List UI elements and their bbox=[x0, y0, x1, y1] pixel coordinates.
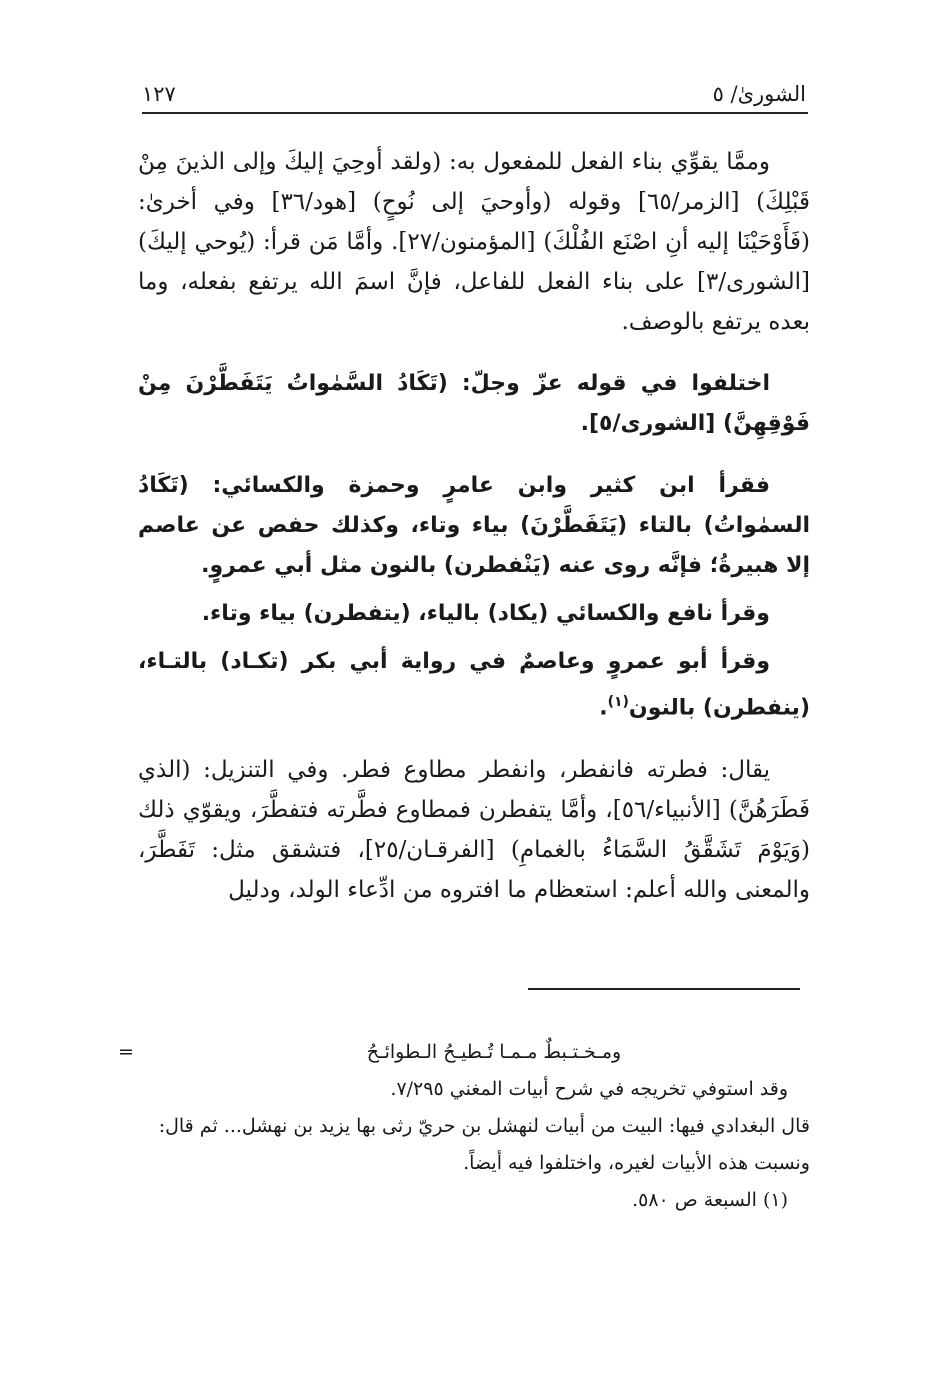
paragraph-5-text: وقرأ أبو عمروٍ وعاصمٌ في رواية أبي بكر (تكـاد) بالتـاء، (ينفطرن) بالنون bbox=[138, 649, 810, 721]
footnotes bbox=[118, 1034, 810, 1219]
paragraph-2: اختلفوا في قوله عزّ وجلّ: (تَكَادُ السَّمٰواتُ يَتَفَطَّرْنَ مِنْ فَوْقِهِنَّ) [الشورى/٥]. bbox=[138, 371, 810, 436]
footnote-verse bbox=[118, 1034, 810, 1071]
footnote-ref[interactable]: (١) bbox=[607, 694, 629, 710]
footnote-line-1: وقد استوفي تخريجه في شرح أبيات المغني ٧/٢٩٥. bbox=[390, 1078, 788, 1100]
paragraph-5 bbox=[138, 642, 810, 728]
verse-text: ومـخـتـبطٌ مـمـا تُـطيـحُ الـطوائـحُ bbox=[366, 1041, 622, 1063]
page-header bbox=[142, 62, 806, 106]
paragraph-6: يقال: فطرته فانفطر، وانفطر مطاوع فطر. وفي التنزيل: (الذي فَطَرَهُنَّ) [الأنبياء/٥٦]، وأمَّا يتفطرن فمطاوع فطَّرته فتفطَّرَ، ويقوّي ذلك (وَيَوْمَ تَشَقَّقُ السَّمَاءُ بالغمامِ) [الفرقـان/٢٥]، فتشقق مثل: تَفَطَّرَ، والمعنى والله أعلم: استعظام ما افتروه من ادِّعاء الولد، ودليل bbox=[138, 757, 811, 904]
footnote-rule bbox=[528, 988, 800, 990]
footnote-line-2: قال البغدادي فيها: البيت من أبيات لنهشل بن حريّ رثى بها يزيد بن نهشل... ثم قال: ونسبت هذه الأبيات لغيره، واختلفوا فيه أيضاً. bbox=[158, 1115, 810, 1174]
header-rule bbox=[142, 112, 808, 114]
page-number: ١٢٧ bbox=[142, 82, 176, 106]
main-text bbox=[138, 142, 810, 910]
paragraph-1: وممَّا يقوِّي بناء الفعل للمفعول به: (ولقد أوحِيَ إليكَ وإلى الذينَ مِنْ قَبْلِكَ) [الزمر/٦٥] وقوله (وأوحيَ إلى نُوحٍ) [هود/٣٦] وفي أخرىٰ: (فَأَوْحَيْنَا إليه أنِ اصْنَع الفُلْكَ) [المؤمنون/٢٧]. وأمَّا مَن قرأ: (يُوحي إليكَ) [الشورى/٣] على بناء الفعل للفاعل، فإنَّ اسمَ الله يرتفع بفعله، وما بعده يرتفع بالوصف. bbox=[138, 149, 810, 335]
paragraph-5-end: . bbox=[599, 695, 608, 721]
paragraph-4: وقرأ نافع والكسائي (يكاد) بالياء، (يتفطرن) بياء وتاء. bbox=[201, 601, 770, 626]
footnote-1: (١) السبعة ص ٥٨٠. bbox=[632, 1189, 788, 1211]
paragraph-3: فقرأ ابن كثير وابن عامرٍ وحمزة والكسائي: (تَكَادُ السمٰواتُ) بالتاء (يَتَفَطَّرْنَ) بياء وتاء، وكذلك حفص عن عاصم إلا هبيرةُ؛ فإنَّه روى عنه (يَنْفطرن) بالنون مثل أبي عمروٍ. bbox=[138, 473, 810, 578]
running-title: الشورىٰ/ ٥ bbox=[712, 82, 806, 106]
continuation-mark: = bbox=[118, 1041, 134, 1063]
